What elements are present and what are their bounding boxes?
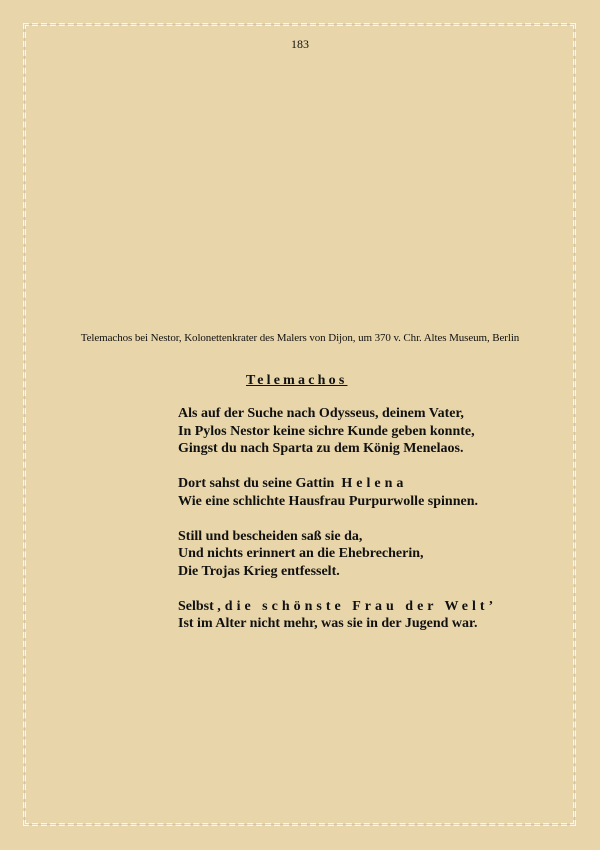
poem-line [178, 475, 497, 493]
emphasized-name: Helena [341, 476, 408, 491]
stanza-4 [178, 598, 497, 633]
poem-line: Gingst du nach Sparta zu dem König Menelaos. [178, 441, 464, 456]
poem-line-text: Dort sahst du seine Gattin [178, 476, 342, 491]
stanza-3 [178, 528, 497, 581]
poem-line: Die Trojas Krieg entfesselt. [178, 563, 340, 579]
poem-line: Und nichts erinnert an die Ehebrecherin, [178, 546, 424, 561]
image-caption: Telemachos bei Nestor, Kolonettenkrater des Malers von Dijon, um 370 v. Chr. Altes Museum, Berlin [80, 332, 520, 344]
emphasized-quote: ,die schönste Frau der Welt’ [217, 598, 498, 614]
stanza-1 [178, 405, 497, 458]
page-number: 183 [291, 37, 309, 51]
poem-line: Still und bescheiden saß sie da, [178, 528, 363, 544]
stanza-2 [178, 475, 497, 510]
poem-title: Telemachos [246, 373, 348, 388]
poem-line-text: Selbst [178, 598, 218, 614]
poem-line: Wie eine schlichte Hausfrau Purpurwolle spinnen. [178, 493, 478, 509]
poem-line: Ist im Alter nicht mehr, was sie in der Jugend war. [178, 616, 478, 631]
poem-body [178, 405, 497, 650]
poem-line [178, 598, 497, 616]
poem-line: In Pylos Nestor keine sichre Kunde geben konnte, [178, 423, 475, 439]
poem-line: Als auf der Suche nach Odysseus, deinem Vater, [178, 406, 464, 421]
